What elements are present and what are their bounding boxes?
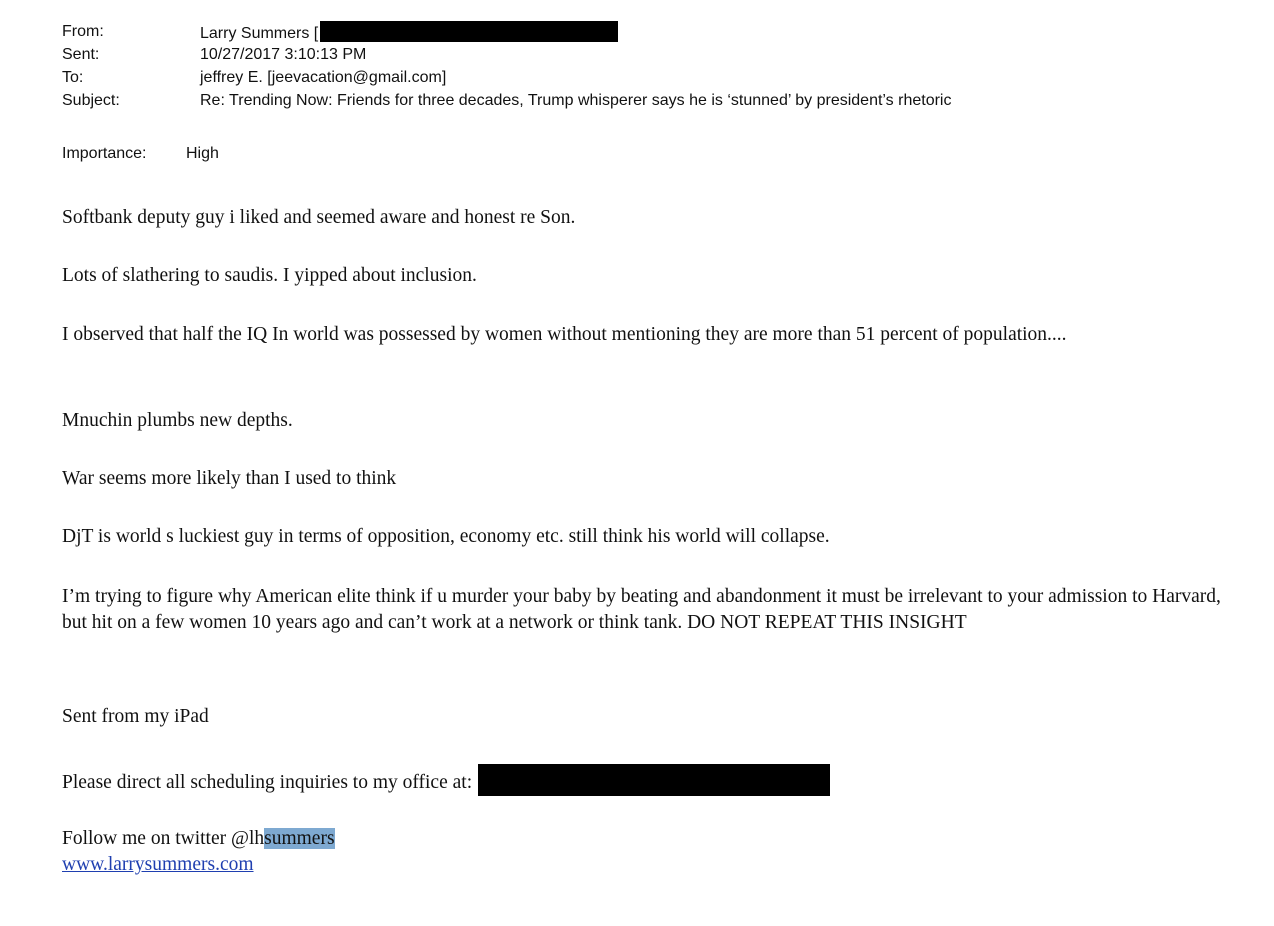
body-paragraph-2	[62, 263, 1232, 289]
paragraph-text: Lots of slathering to saudis. I yipped about inclusion.	[62, 265, 477, 286]
twitter-text: Follow me on twitter @lh	[62, 828, 265, 849]
body-paragraph-6	[62, 524, 1232, 550]
redaction-box	[478, 764, 830, 796]
paragraph-text: Softbank deputy guy i liked and seemed aware and honest re Son.	[62, 207, 576, 228]
sent-from-text: Sent from my iPad	[62, 706, 209, 727]
twitter-handle-highlight: summers	[264, 828, 335, 849]
website-link[interactable]: www.larrysummers.com	[62, 854, 254, 875]
scheduling-paragraph	[62, 764, 1232, 796]
to-label: To:	[62, 69, 84, 86]
body-paragraph-1	[62, 205, 1232, 231]
twitter-line	[62, 826, 1232, 852]
body-paragraph-5	[62, 466, 1232, 492]
body-paragraph-7	[62, 584, 1232, 636]
sent-value: 10/27/2017 3:10:13 PM	[200, 46, 367, 63]
twitter-paragraph	[62, 826, 1232, 852]
subject-value: Re: Trending Now: Friends for three decades, Trump whisperer says he is ‘stunned’ by president’s rhetoric	[200, 92, 952, 109]
sent-label: Sent:	[62, 46, 100, 63]
sent-from-line	[62, 704, 1232, 730]
body-paragraph-3	[62, 322, 1232, 348]
importance-label: Importance:	[62, 145, 147, 162]
scheduling-line	[62, 764, 1232, 796]
website-line	[62, 852, 1232, 878]
paragraph-text: I observed that half the IQ In world was possessed by women without mentioning they are more than 51 percent of population....	[62, 324, 1067, 345]
paragraph-text: DjT is world s luckiest guy in terms of opposition, economy etc. still think his world will collapse.	[62, 526, 830, 547]
from-label: From:	[62, 23, 104, 40]
scheduling-text: Please direct all scheduling inquiries to my office at:	[62, 772, 473, 793]
importance-value: High	[186, 145, 219, 162]
subject-label: Subject:	[62, 92, 120, 109]
paragraph-text: War seems more likely than I used to think	[62, 468, 397, 489]
body-paragraph-4	[62, 408, 1232, 434]
paragraph-text: Mnuchin plumbs new depths.	[62, 410, 293, 431]
from-value	[200, 21, 618, 45]
redaction-box	[320, 21, 618, 42]
website-paragraph	[62, 852, 1232, 878]
to-value: jeffrey E. [jeevacation@gmail.com]	[200, 69, 447, 86]
paragraph-text: I’m trying to figure why American elite think if u murder your baby by beating and abandonment it must be irrelevant to your admission to Harvard, but hit on a few women 10 years ago and can’t work at a network or think tank. DO NOT REPEAT THIS INSIGHT	[62, 586, 1221, 633]
from-name: Larry Summers [	[200, 25, 319, 42]
